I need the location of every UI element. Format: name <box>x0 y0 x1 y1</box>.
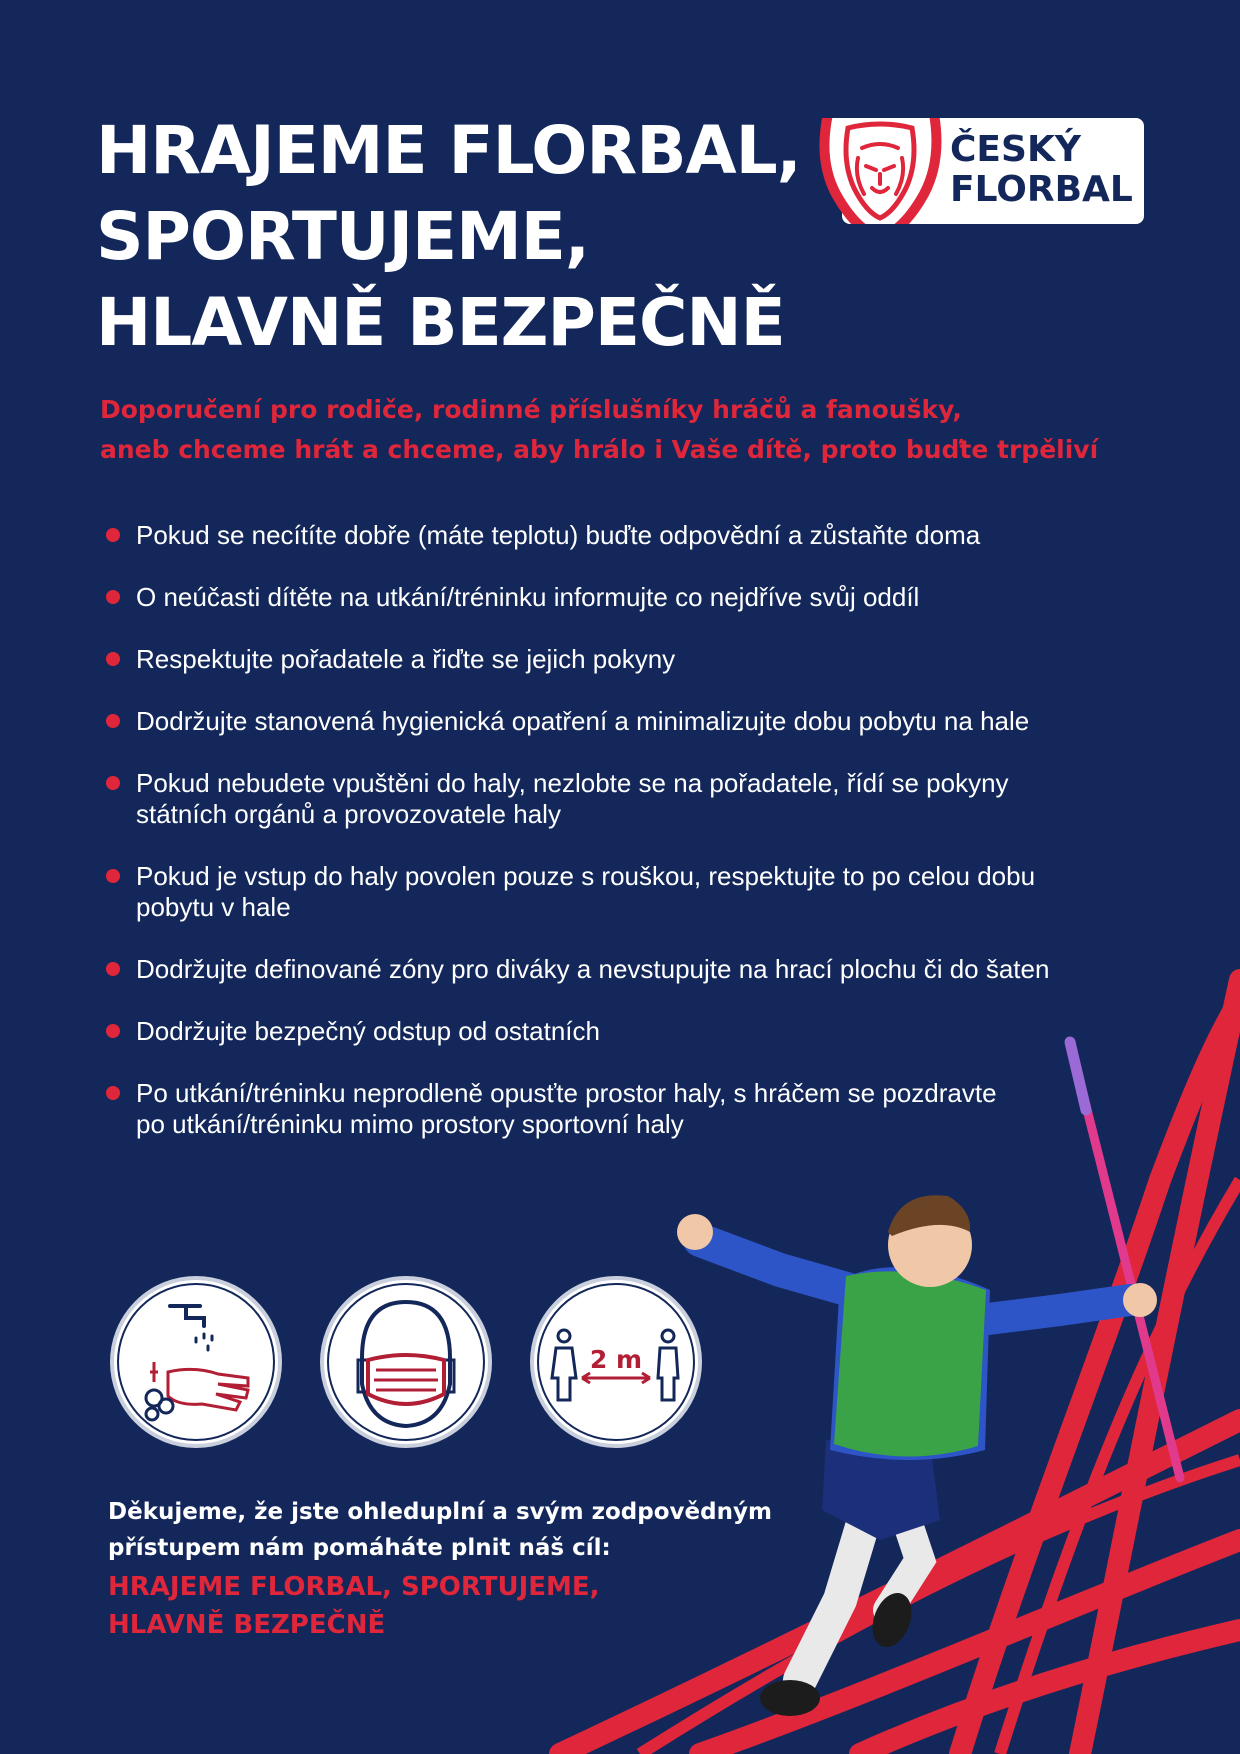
bullet-icon <box>106 1086 120 1100</box>
logo-line: ČESKÝ <box>950 129 1081 170</box>
lion-shield-icon <box>824 118 936 224</box>
bullet-icon <box>106 590 120 604</box>
bullet-icon <box>106 869 120 883</box>
rule-item: Pokud nebudete vpuštěni do haly, nezlobte se na pořadatele, řídí se pokyny státních orgánů a provozovatele haly <box>104 768 1104 830</box>
rule-item: O neúčasti dítěte na utkání/tréninku informujte co nejdříve svůj oddíl <box>104 582 1104 613</box>
rule-item: Pokud se necítíte dobře (máte teplotu) buďte odpovědní a zůstaňte doma <box>104 520 1104 551</box>
subtitle <box>100 390 1160 470</box>
rule-item: Dodržujte bezpečný odstup od ostatních <box>104 1016 1104 1047</box>
bullet-icon <box>106 776 120 790</box>
distance-icon <box>528 1274 704 1450</box>
subtitle-line: aneb chceme hrát a chceme, aby hrálo i Vaše dítě, proto buďte trpěliví <box>100 435 1099 464</box>
rule-item: Dodržujte definované zóny pro diváky a nevstupujte na hrací plochu či do šaten <box>104 954 1104 985</box>
rules-list <box>104 520 1104 1171</box>
title-line: HRAJEME FLORBAL, <box>96 112 801 189</box>
hand-washing-icon <box>108 1274 284 1450</box>
subtitle-line: Doporučení pro rodiče, rodinné příslušníky hráčů a fanoušky, <box>100 395 962 424</box>
thanks-text: Děkujeme, že jste ohleduplní a svým zodpovědným přístupem nám pomáháte plnit náš cíl: <box>108 1499 772 1561</box>
title-line: SPORTUJEME, <box>96 198 589 275</box>
logo-line: FLORBAL <box>950 169 1133 210</box>
rule-item: Po utkání/tréninku neprodleně opusťte prostor haly, s hráčem se pozdravte po utkání/tréninku mimo prostory sportovní haly <box>104 1078 1104 1140</box>
motto-text: HRAJEME FLORBAL, SPORTUJEME, HLAVNĚ BEZPEČNĚ <box>108 1572 600 1640</box>
cesky-florbal-logo <box>818 112 1144 232</box>
bullet-icon <box>106 714 120 728</box>
bullet-icon <box>106 1024 120 1038</box>
logo-text <box>950 130 1133 210</box>
distance-label: 2 m <box>589 1345 643 1374</box>
bullet-icon <box>106 652 120 666</box>
bullet-icon <box>106 528 120 542</box>
rule-item: Respektujte pořadatele a řiďte se jejich pokyny <box>104 644 1104 675</box>
title-line: HLAVNĚ BEZPEČNĚ <box>96 284 785 361</box>
rule-item: Dodržujte stanovená hygienická opatření a minimalizujte dobu pobytu na hale <box>104 706 1104 737</box>
bullet-icon <box>106 962 120 976</box>
face-mask-icon <box>318 1274 494 1450</box>
rule-item: Pokud je vstup do haly povolen pouze s rouškou, respektujte to po celou dobu pobytu v hale <box>104 861 1104 923</box>
page-title <box>96 108 801 366</box>
